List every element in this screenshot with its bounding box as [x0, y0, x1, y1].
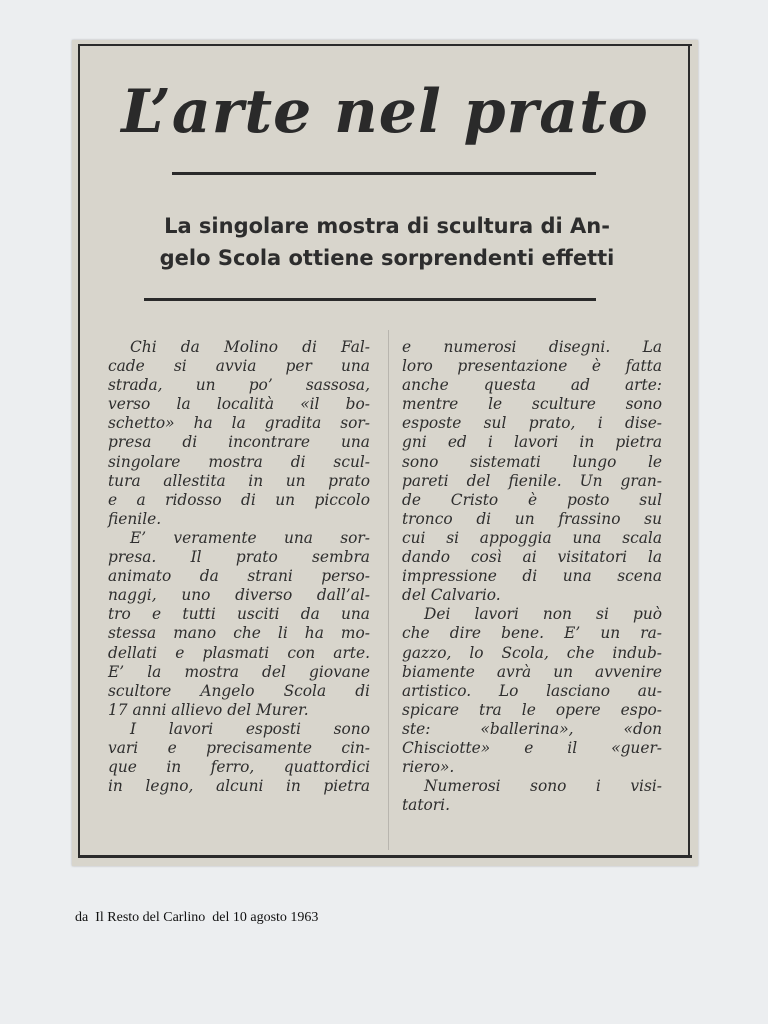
- frame-right-rule: [688, 44, 690, 856]
- article-column-left: [108, 338, 370, 796]
- article-text-line: de Cristo è posto sul: [402, 490, 662, 509]
- frame-left-rule: [78, 44, 80, 856]
- article-text-line: E’ la mostra del giovane: [108, 662, 370, 681]
- article-column-right: [402, 338, 662, 815]
- article-text-line: loro presentazione è fatta: [402, 357, 662, 376]
- article-text-line: Chi da Molino di Fal-: [130, 338, 370, 356]
- frame-top-rule: [78, 44, 692, 46]
- article-text-line: que in ferro, quattordici: [108, 758, 370, 777]
- source-caption: da Il Resto del Carlino del 10 agosto 1963: [75, 910, 319, 925]
- article-text-line: verso la località «il bo-: [108, 395, 370, 414]
- newspaper-clipping: [72, 40, 698, 866]
- article-text-line: fienile.: [108, 509, 162, 528]
- article-text-line: schetto» ha la gradita sor-: [108, 414, 370, 433]
- article-text-line: Numerosi sono i visi-: [424, 777, 662, 796]
- article-text-line: esposte sul prato, i dise-: [402, 414, 662, 433]
- article-text-line: anche questa ad arte:: [402, 376, 662, 395]
- article-text-line: tro e tutti usciti da una: [108, 605, 370, 624]
- article-text-line: vari e precisamente cin-: [108, 738, 370, 757]
- subtitle-rule: [144, 298, 596, 301]
- article-text-line: tronco di un frassino su: [402, 509, 662, 528]
- article-text-line: che dire bene. E’ un ra-: [402, 624, 662, 643]
- article-text-line: presa. Il prato sembra: [108, 548, 370, 567]
- frame-bottom-rule: [78, 855, 692, 858]
- article-text-line: 17 anni allievo del Murer.: [108, 700, 309, 719]
- article-text-line: sono sistemati lungo le: [402, 452, 662, 471]
- article-text-line: riero».: [402, 758, 455, 777]
- article-text-line: gni ed i lavori in pietra: [402, 433, 662, 452]
- article-text-line: impressione di una scena: [402, 567, 662, 586]
- article-text-line: I lavori esposti sono: [130, 719, 370, 738]
- article-text-line: biamente avrà un avvenire: [402, 662, 662, 681]
- article-text-line: presa di incontrare una: [108, 433, 370, 452]
- article-text-line: dando così ai visitatori la: [402, 548, 662, 567]
- article-text-line: cui si appoggia una scala: [402, 528, 662, 547]
- article-text-line: artistico. Lo lasciano au-: [402, 681, 662, 700]
- article-text-line: Chisciotte» e il «guer-: [402, 738, 662, 757]
- article-text-line: e a ridosso di un piccolo: [108, 490, 370, 509]
- column-divider: [388, 330, 389, 850]
- article-text-line: pareti del fienile. Un gran-: [402, 471, 662, 490]
- article-text-line: tatori.: [402, 796, 450, 815]
- article-text-line: animato da strani perso-: [108, 567, 370, 586]
- article-text-line: e numerosi disegni. La: [402, 338, 662, 356]
- article-text-line: del Calvario.: [402, 586, 501, 605]
- article-text-line: naggi, uno diverso dall’al-: [108, 586, 370, 605]
- article-text-line: tura allestita in un prato: [108, 471, 370, 490]
- article-text-line: dellati e plasmati con arte.: [108, 643, 370, 662]
- article-text-line: Dei lavori non si può: [424, 605, 662, 624]
- article-text-line: gazzo, lo Scola, che indub-: [402, 643, 662, 662]
- subtitle-line: La singolare mostra di scultura di An-: [164, 214, 610, 238]
- article-text-line: stessa mano che li ha mo-: [108, 624, 370, 643]
- article-text-line: in legno, alcuni in pietra: [108, 777, 370, 796]
- article-text-line: spicare tra le opere espo-: [402, 700, 662, 719]
- title-rule: [172, 172, 596, 175]
- article-title: L’arte nel prato: [121, 77, 649, 147]
- article-text-line: E’ veramente una sor-: [130, 528, 370, 547]
- article-text-line: cade si avvia per una: [108, 357, 370, 376]
- article-text-line: mentre le sculture sono: [402, 395, 662, 414]
- article-text-line: scultore Angelo Scola di: [108, 681, 370, 700]
- article-text-line: singolare mostra di scul-: [108, 452, 370, 471]
- article-subtitle: [122, 210, 652, 274]
- article-text-line: strada, un po’ sassosa,: [108, 376, 370, 395]
- article-text-line: ste: «ballerina», «don: [402, 719, 662, 738]
- subtitle-line: gelo Scola ottiene sorprendenti effetti: [159, 246, 615, 270]
